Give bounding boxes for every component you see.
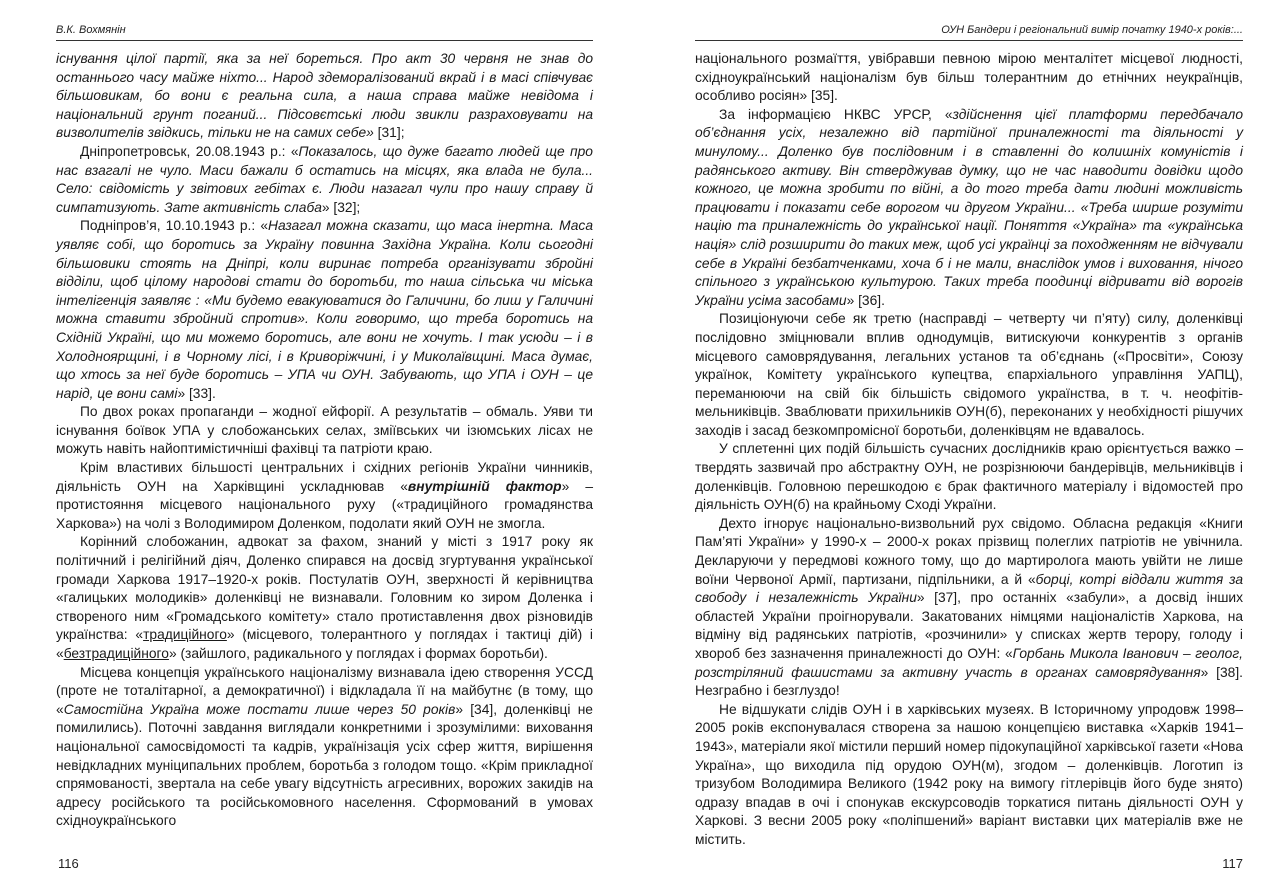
- page-number: 116: [58, 856, 79, 871]
- paragraph: По двох роках пропаганди – жодної ейфорії. А результатів – обмаль. Уяви ти існування боївок УПА у слобожанських селах, зміївських чи ізюмських лісах не можуть навіть найоптимістичніші фахівці та патріоти краю.: [56, 404, 593, 457]
- paragraph: Дехто ігнорує національно-визвольний рух свідомо. Обласна редакція «Книги Пам’яті України» у 1990-х – 2000-х роках прізвищ полеглих патріотів не увічнила. Декларуючи у передмові кожного тому, що до мартиролога мають увійти не лише воїни Червоної Армії, партизани, підпільники, а й «борці, котрі віддали життя за свободу і незалежність України» [37], про останніх «забули», а досвід інших областей України проігнорували. Закатованих німцями націоналістів Харкова, на відміну від радянських патріотів, «розчинили» у списках жертв терору, голоду і хвороб без зазначення приналежності до ОУН: «Горбань Микола Іванович – геолог, розстріляний фашистами за активну участь в органах самоврядування» [38]. Незграбно і безглуздо!: [695, 515, 1243, 699]
- paragraph: Подніпров’я, 10.10.1943 р.: «Назагал можна сказати, що маса інертна. Маса уявляє собі, що боротись за Україну повинна Західна Україна. Коли сьогодні більшовики стоять на Дніпрі, коли виринає потреба організувати збройні відділи, щоб цілому народові стати до боротьби, то наша сільська чи міська інтелігенція заявляє : «Ми будемо евакуюватися до Галичини, бо лиш у Галичині можна ставити збройний спротив». Коли говоримо, що треба боротись на Східній Україні, що ми можемо боротись, але вони не хочуть. І так усюди – і в Холодноярщині, і в Чорному лісі, і в Криворіжчині, і у Миколаївщині. Маса думає, що хтось за неї буде боротись – УПА чи ОУН. Забувають, що УПА і ОУН – це нарід, це вони самі» [33].: [56, 218, 593, 401]
- paragraph: Не відшукати слідів ОУН і в харківських музеях. В Історичному упродовж 1998–2005 років експонувалася створена за нашою концепцією виставка «Харків 1941–1943», матеріали якої містили перший номер підокупаційної харківської газети «Нова Україна», що виходила під орудою ОУН(м), згодом – доленківців. Логотип із тризубом Володимира Великого (1942 року на вимогу гітлерівців його буде знято) одразу впадав в очі і спонукав екскурсоводів торкатися питань діяльності ОУН у Харкові. З весни 2005 року «поліпшений» варіант виставки цих матеріалів вже не містить.: [695, 701, 1243, 847]
- paragraph: У сплетенні цих подій більшість сучасних дослідників краю орієнтується важко – твердять зазвичай про абстрактну ОУН, не розрізнюючи бандерівців, мельниківців і доленківців. Головною перешкодою є брак фактичного матеріалу і відомостей про діяльність ОУН(б) на крайньому Сході України.: [695, 441, 1243, 513]
- right-page: [695, 0, 1243, 896]
- left-page: [56, 0, 593, 896]
- right-page-body: [695, 50, 1243, 850]
- page-number: 117: [1222, 856, 1243, 871]
- running-header-title: ОУН Бандери і регіональний вимір початку 1940-х років:...: [695, 24, 1243, 41]
- paragraph: національного розмаїття, увібравши певною мірою менталітет місцевої людності, східноукраїнський націоналізм був більш толерантним до етнічних неукраїнців, особливо росіян» [35].: [695, 51, 1243, 104]
- paragraph: Корінний слобожанин, адвокат за фахом, знаний у місті з 1917 року як політичний і релігійний діяч, Доленко спирався на досвід згуртування української громади Харкова 1917–1920-х років. Постулатів ОУН, зверхності й керівництва «галицьких молодиків» доленківці не визнавали. Головним ко зиром Доленка і створеного ним «Громадського комітету» стало протиставлення двох різновидів українства: «традиційного» (місцевого, толерантного у поглядах і тактиці дій) і «безтрадиційного» (зайшлого, радикального у поглядах і формах боротьби).: [56, 534, 593, 661]
- paragraph: За інформацією НКВС УРСР, «здійснення цієї платформи передбачало об’єднання усіх, незалежно від партійної приналежності та діяльності у минулому... Доленко був послідовним і в ставленні до колишніх комуністів і радянського активу. Він стверджував думку, що не час наводити довідки щодо кожного, це можна зробити по війні, а до того треба дати людині можливість працювати і показати себе ворогом чи другом України... «Треба ширше розуміти націю та приналежність до української нації. Поняття «Україна» та «українська нація» слід розширити до таких меж, щоб усі українці за походженням не відчували себе в Україні безбатченками, хоча б і не мали, внаслідок умов і виховання, нічого спільного з українською культурою. Таких треба поодинці відривати від ворогів України усіма засобами» [36].: [695, 106, 1244, 308]
- paragraph: Крім властивих більшості центральних і східних регіонів України чинників, діяльність ОУН на Харківщині ускладнював «внутрішній фактор» – протистояння місцевого національного руху («традиційного громадянства Харкова») на чолі з Володимиром Доленком, подолати який ОУН не змогла.: [56, 460, 593, 531]
- running-header-author: В.К. Вохмянін: [56, 24, 593, 41]
- paragraph: Місцева концепція українського націоналізму визнавала ідею створення УССД (проте не тоталітарної, а демократичної) і відкладала її на майбутнє (в тому, що «Самостійна Україна може постати лише через 50 років» [34], доленківці не помилились). Поточні завдання виглядали конкретними і зрозумілими: виховання національної самосвідомості та кадрів, українізація усіх сфер життя, вирішення невідкладних муніципальних проблем, боротьба з голодом тощо. «Крім прикладної спрямованості, звертала на себе увагу відсутність агресивних, ворожих закидів на адресу російського та російськомовного населення. Сформований в умовах східноукраїнського: [56, 664, 593, 829]
- paragraph: Позиціонуючи себе як третю (насправді – четверту чи п’яту) силу, доленківці послідовно зміцнювали вплив однодумців, витискуючи конкурентів з органів місцевого самоврядування, легальних установ та об’єднань («Просвіти», Союзу українок, Комітету українського купецтва, єпархіального управління УАПЦ), переманюючи на свій бік більшість свідомого українства, в т. ч. неофітів-мельниківців. Зваблювати прихильників ОУН(б), переконаних у необхідності рішучих заходів і засад безкомпромісної боротьби, доленківцям не вдавалось.: [695, 311, 1243, 438]
- paragraph: існування цілої партії, яка за неї бореться. Про акт 30 червня не знав до останнього часу майже ніхто... Народ здеморалізований вкрай і в масі співчуває більшовикам, бо вони є реальна сила, а наша справа майже невідома і національний грунт поганий... Підсовєтські люди звикли разраховувати на визволителів звідкись, тільки не на самих себе» [31];: [56, 51, 593, 141]
- paragraph: Дніпропетровськ, 20.08.1943 р.: «Показалось, що дуже багато людей ще про нас взагалі не чуло. Маси бажали б остатись на місцях, яка влада не була... Село: свідомість у звітових гебітах є. Люди назагал чули про нашу справу й симпатизують. Зате активність слаба» [32];: [56, 143, 593, 215]
- left-page-body: [56, 50, 593, 831]
